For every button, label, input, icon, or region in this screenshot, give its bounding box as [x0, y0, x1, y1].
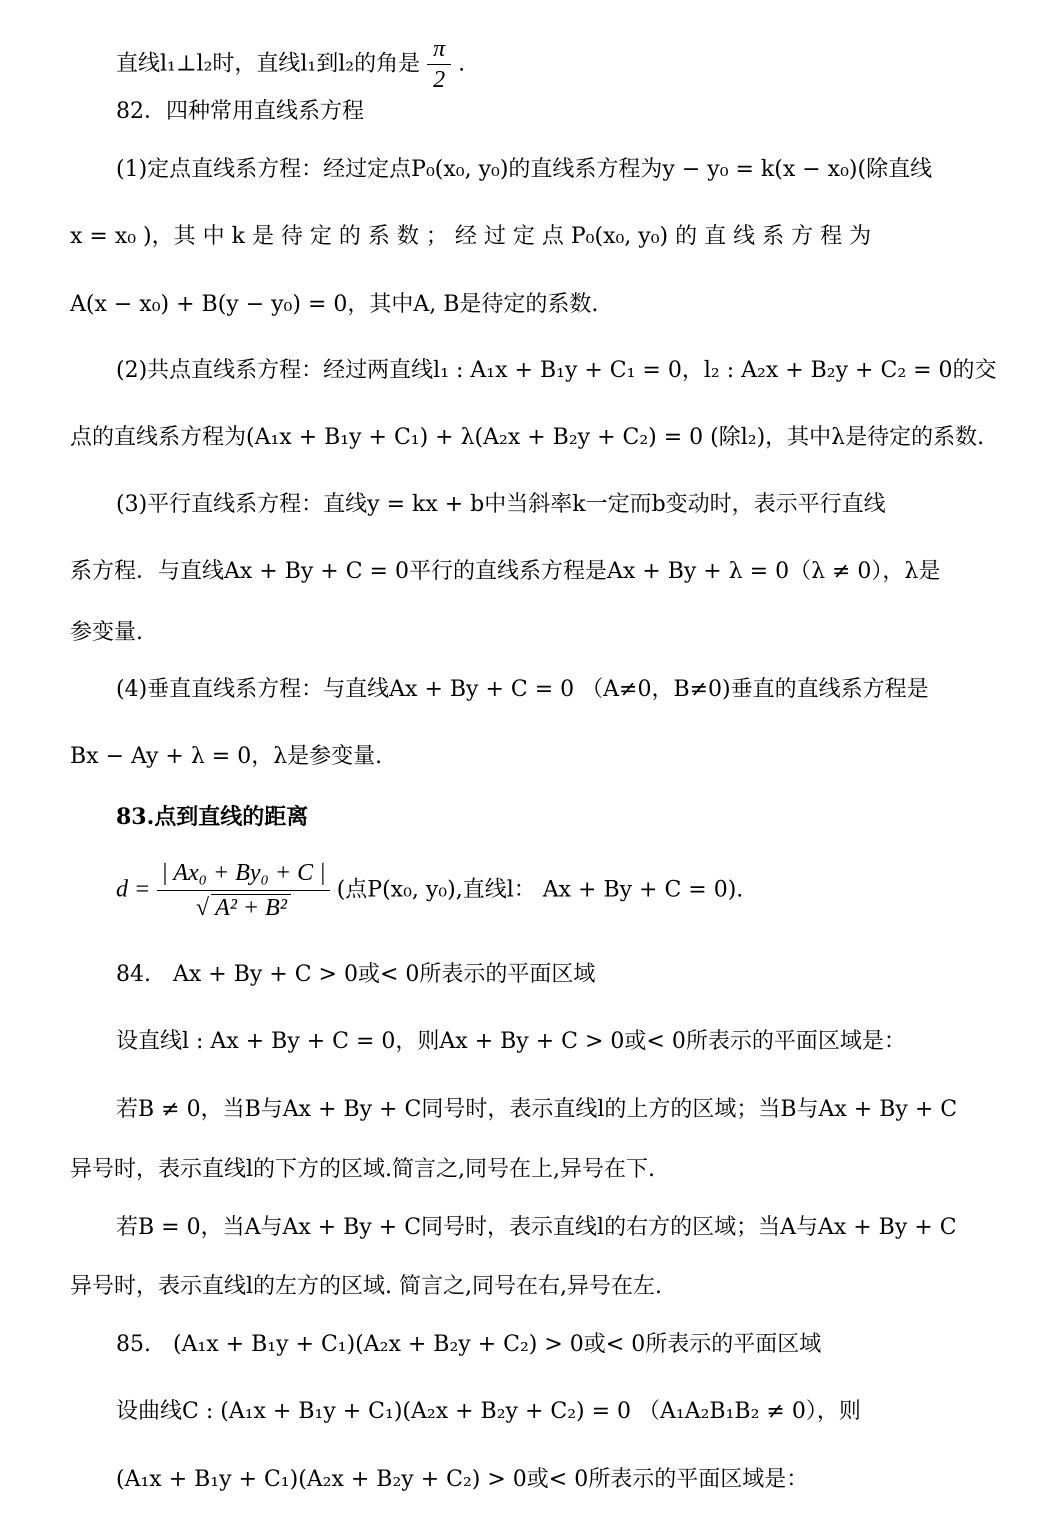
- line-common-point-1: (2)共点直线系方程：经过两直线l₁ : A₁x + B₁y + C₁ = 0，l₂ : A₂x + B₂y + C₂ = 0的交: [116, 358, 997, 383]
- fraction-pi-over-2: [427, 34, 451, 95]
- line-b-nonzero-1: 若B ≠ 0，当B与Ax + By + C同号时，表示直线l的上方的区域；当B与Ax + By + C: [116, 1097, 958, 1122]
- line-fixed-point-1: (1)定点直线系方程：经过定点P₀(x₀, y₀)的直线系方程为y − y₀ = k(x − x₀)(除直线: [116, 157, 933, 182]
- line-parallel-3: 参变量.: [70, 620, 143, 645]
- line-fixed-point-2: x = x₀ )，其 中 k 是 待 定 的 系 数 ； 经 过 定 点 P₀(x₀, y₀) 的 直 线 系 方 程 为: [70, 224, 872, 249]
- line-common-point-2: 点的直线系方程为(A₁x + B₁y + C₁) + λ(A₂x + B₂y + C₂) = 0 (除l₂)，其中λ是待定的系数.: [70, 425, 985, 450]
- line-curve-def: 设曲线C : (A₁x + B₁y + C₁)(A₂x + B₂y + C₂) = 0 （A₁A₂B₁B₂ ≠ 0），则: [116, 1399, 861, 1424]
- line-b-zero-1: 若B = 0，当A与Ax + By + C同号时，表示直线l的右方的区域；当A与Ax + By + C: [116, 1215, 957, 1240]
- line-parallel-2: 系方程．与直线Ax + By + C = 0平行的直线系方程是Ax + By + λ = 0（λ ≠ 0），λ是: [70, 559, 941, 584]
- distance-denominator: √ A² + B²: [157, 891, 329, 925]
- period: .: [458, 51, 466, 77]
- distance-fraction: [157, 856, 329, 925]
- heading-83: 83.点到直线的距离: [116, 804, 309, 830]
- distance-condition: (点P(x₀, y₀),直线l： Ax + By + C = 0).: [336, 877, 744, 903]
- distance-radicand: A² + B²: [211, 894, 291, 921]
- text-perpendicular-angle: 直线l₁⊥l₂时，直线l₁到l₂的角是: [116, 51, 421, 77]
- line-fixed-point-3: A(x − x₀) + B(y − y₀) = 0，其中A, B是待定的系数.: [70, 292, 599, 317]
- line-distance-formula: [116, 856, 743, 925]
- line-perpendicular-angle: [116, 34, 465, 95]
- line-region-def: 设直线l : Ax + By + C = 0，则Ax + By + C > 0或< 0所表示的平面区域是：: [116, 1029, 906, 1054]
- distance-numerator: | Ax₀ + By₀ + C |: [157, 856, 329, 891]
- fraction-denominator: 2: [433, 67, 446, 93]
- line-perpendicular-1: (4)垂直直线系方程：与直线Ax + By + C = 0 （A≠0，B≠0)垂直的直线系方程是: [116, 677, 929, 702]
- line-parallel-1: (3)平行直线系方程：直线y = kx + b中当斜率k一定而b变动时，表示平行直线: [116, 492, 886, 517]
- fraction-numerator: π: [427, 34, 451, 65]
- line-b-nonzero-2: 异号时，表示直线l的下方的区域.简言之,同号在上,异号在下.: [70, 1157, 656, 1182]
- line-curve-region: (A₁x + B₁y + C₁)(A₂x + B₂y + C₂) > 0或< 0所表示的平面区域是：: [116, 1467, 809, 1492]
- heading-85: 85. (A₁x + B₁y + C₁)(A₂x + B₂y + C₂) > 0或< 0所表示的平面区域: [116, 1332, 822, 1357]
- distance-lhs: d =: [116, 876, 151, 903]
- heading-82: 82．四种常用直线系方程: [116, 99, 364, 124]
- heading-84: 84. Ax + By + C > 0或< 0所表示的平面区域: [116, 962, 596, 987]
- line-perpendicular-2: Bx − Ay + λ = 0，λ是参变量.: [70, 744, 383, 769]
- line-b-zero-2: 异号时，表示直线l的左方的区域. 简言之,同号在右,异号在左.: [70, 1274, 663, 1299]
